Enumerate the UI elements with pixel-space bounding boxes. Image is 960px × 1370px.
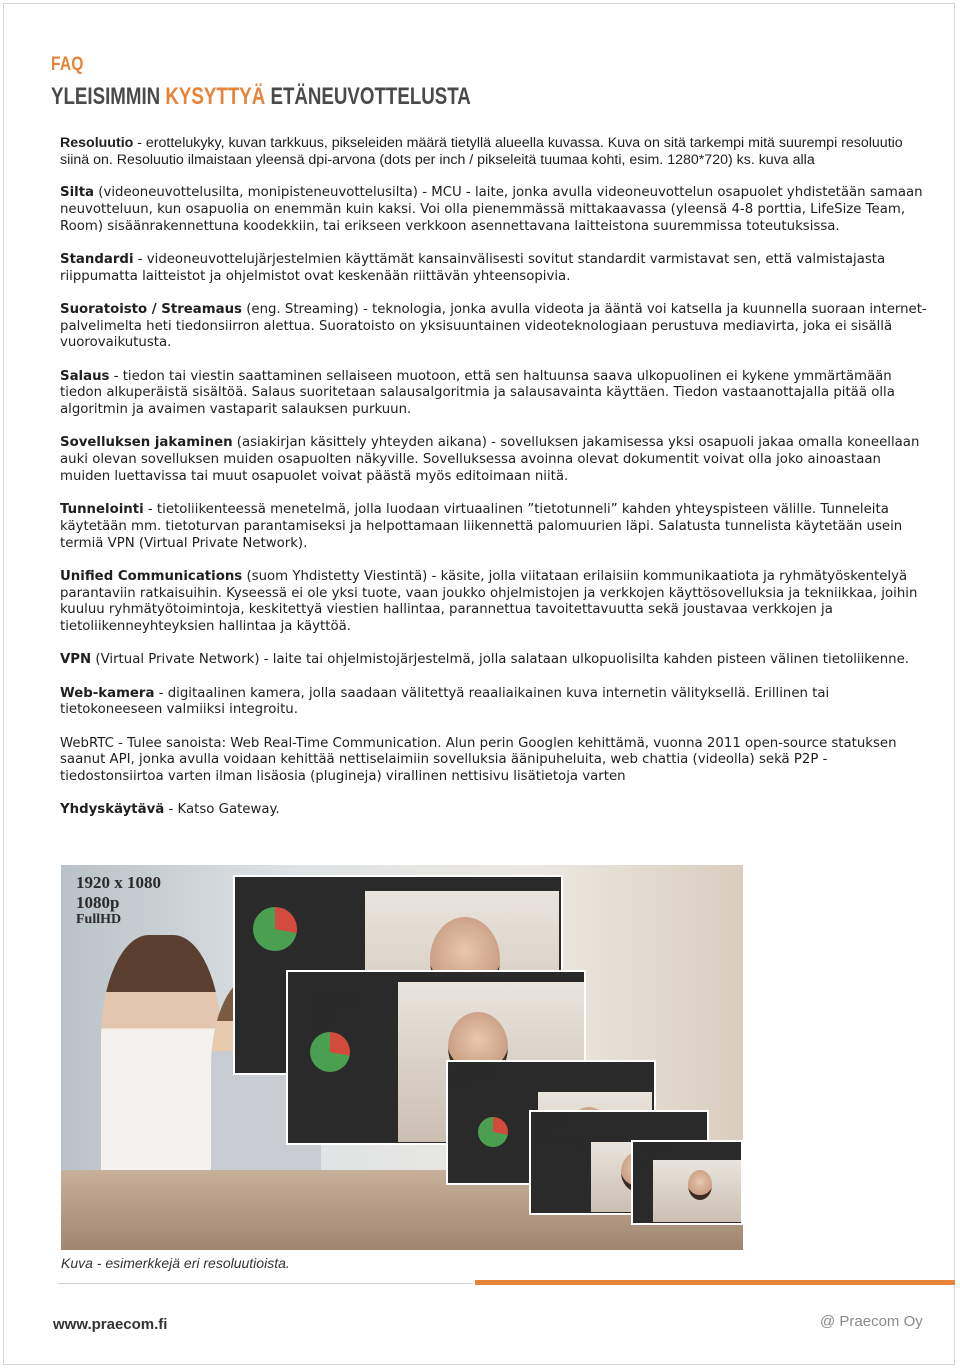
glossary-entry-silta: [60, 185, 930, 235]
glossary-definition: - tiedon tai viestin saattaminen sellaiseen muotoon, että sen haltuunsa saava ulkopuolinen ei kykene ymmärtämään tiedon alkuperäistä sisältöä. Salaus suoritetaan salausalgoritmia ja salausavainta käyttäen. Tiedon vastaanottajalla pitää olla algoritmin ja avaimen vastaparit salauksen purkuun.: [60, 368, 895, 418]
footer-website: www.praecom.fi: [53, 1316, 168, 1333]
glossary-term: Yhdyskäytävä: [60, 802, 165, 818]
page-title: [51, 83, 471, 111]
glossary-entry-suoratoisto: [60, 302, 930, 352]
page-title-part-1: YLEISIMMIN: [51, 83, 166, 110]
glossary-definition: (suom Yhdistetty Viestintä) - käsite, jolla viitataan erilaisiin kommunikaatiota ja ryhmätyöskentelyä parantaviin ratkaisuihin. Kyseessä ei ole yksi tuote, vaan joukko ohjelmistojen ja verkkojen käyttösovelluksia ja tekniikkaa, joihin kuuluu ryhmätyötoimintoja, keskitettyä viestien hallintaa, parannettua tavoitettavuutta sekä joustavaa verkkojen ja tietoliikenneyhteyksien hallintaa ja käyttöä.: [60, 568, 918, 635]
glossary-entry-tunnelointi: [60, 502, 930, 552]
glossary-term: Sovelluksen jakaminen: [60, 435, 233, 451]
glossary-term: Unified Communications: [60, 568, 243, 584]
glossary-definition: - erottelukyky, kuvan tarkkuus, pikseleiden määrä tietyllä alueella kuvassa. Kuva on sitä tarkempi mitä suurempi resoluutio siinä on. Resoluutio ilmaistaan yleensä dpi-arvona (dots per inch / pikseleitä tuumaa kohti, esim. 1280*720) ks. kuva alla: [60, 135, 903, 168]
glossary-term: Web-kamera: [60, 685, 155, 701]
glossary-definition: (videoneuvottelusilta, monipisteneuvottelusilta) - MCU - laite, jonka avulla videoneuvottelun osapuolet yhdistetään samaan neuvotteluun, kun osapuolia on enemmän kuin kaksi. Voi olla pienemmässä mittakaavassa (yleensä 4-8 porttia, LifeSize Team, Room) sisäänrakennettuna koodekkiin, tai erikseen verkkoon asennettavana laitteistona suuremmissa toteutuksissa.: [60, 184, 923, 234]
participant-silhouette: [101, 935, 221, 1195]
resolution-comparison-figure: [61, 865, 743, 1250]
resolution-label-480p: 848 x 480 480p: [453, 1068, 491, 1089]
glossary-definition: - tietoliikenteessä menetelmä, jolla luodaan virtuaalinen ”tietotunneli” kahden yhteyspisteen välille. Tunneleita käytetään mm. tietoturvan parantamiseksi ja helpottamaan liikennettä palomuurien läpi. Salatusta tunnelista käytetään usein termiä VPN (Virtual Private Network).: [60, 502, 903, 551]
glossary-term: VPN: [60, 652, 92, 668]
glossary-entry-web-kamera: [60, 686, 930, 720]
glossary-definition: - videoneuvottelujärjestelmien käyttämät kansainvälisesti sovitut standardit varmistavat sen, että valmistajasta riippumatta laitteistot ja ohjelmistot ovat keskenään riittävän yhteensopivia.: [60, 251, 886, 284]
resolution-label-720p: 1280 x 720 720p HD: [311, 995, 361, 1033]
page-title-part-2: KYSYTTYÄ: [165, 83, 266, 110]
glossary-definition: - Katso Gateway.: [164, 802, 280, 818]
footer-divider: [58, 1283, 473, 1284]
resolution-label-352p: 624 x 352 352p ”DVD quality”: [534, 1115, 589, 1145]
glossary-entry-standardi: [60, 252, 930, 286]
glossary-entry-resoluutio: [60, 135, 930, 169]
glossary-term: Silta: [60, 184, 95, 200]
glossary-term: Standardi: [60, 251, 134, 267]
glossary-definition: (asiakirjan käsittely yhteyden aikana) - sovelluksen jakamisessa yksi osapuoli jakaa omalla koneellaan auki olevan sovelluksen muiden osapuolten näkyville. Sovelluksessa avoinna olevat dokumentit voivat olla joko ainoastaan muiden luettavissa tai muut osapuolet voivat päästä myös editoimaan niitä.: [60, 435, 920, 484]
resolution-label-cif: 352 x 288 CIF: [636, 1145, 668, 1164]
glossary-entry-sovelluksen-jakaminen: [60, 435, 930, 485]
glossary-entry-webrtc: [60, 736, 930, 786]
glossary-entry-yhdyskaytava: [60, 802, 930, 819]
glossary-term: Tunnelointi: [60, 502, 144, 518]
glossary-entry-vpn: [60, 652, 930, 669]
glossary-definition: - digitaalinen kamera, jolla saadaan välitettyä reaaliaikainen kuva internetin välityksellä. Erillinen tai tietokoneeseen valmiiksi integroitu.: [60, 685, 830, 718]
footer-accent-bar: [475, 1280, 955, 1285]
glossary-term: Suoratoisto / Streamaus: [60, 301, 242, 317]
figure-caption: Kuva - esimerkkejä eri resoluutioista.: [61, 1255, 290, 1271]
page-title-part-3: ETÄNEUVOTTELUSTA: [265, 83, 471, 110]
footer-copyright: @ Praecom Oy: [820, 1313, 923, 1330]
faq-glossary: [60, 135, 930, 836]
glossary-entry-unified-communications: [60, 569, 930, 636]
glossary-entry-salaus: [60, 369, 930, 419]
glossary-definition: (eng. Streaming) - teknologia, jonka avulla videota ja ääntä voi katsella ja kuunnella suoraan internet-palvelimelta heti tiedonsiirron alettua. Suoratoisto on yksisuuntainen videoteknologiaan perustuva mediavirta, joka ei sisällä vuorovaikutusta.: [60, 301, 927, 351]
resolution-label-1080p: 1920 x 1080 1080p FullHD: [76, 873, 161, 928]
section-kicker: FAQ: [51, 54, 84, 75]
glossary-term: Resoluutio: [60, 135, 134, 151]
glossary-definition: WebRTC - Tulee sanoista: Web Real-Time Communication. Alun perin Googlen kehittämä, vuonna 2011 open-source statuksen saanut API, jonka avulla voidaan kehittää nettiselaimiin sovelluksia äänipuheluita, web chattia (videolla) sekä P2P -tiedostonsiirtoa varten ilman lisäosia (plugineja) virallinen nettisivu lisätietoja varten: [60, 735, 897, 785]
glossary-definition: (Virtual Private Network) - laite tai ohjelmistojärjestelmä, jolla salataan ulkopuolisilta kahden pisteen välinen tietoliikenne.: [91, 652, 909, 668]
glossary-term: Salaus: [60, 368, 110, 384]
